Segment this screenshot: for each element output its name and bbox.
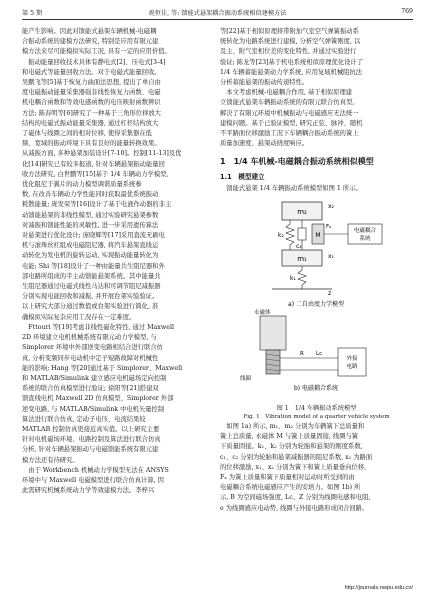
text-line: 能产生影响。因此对馈能式悬架车辆机械-电磁耦 [22, 28, 157, 35]
suspension-spring [286, 220, 294, 250]
text-line: c₁、c₂ 分别为轮胎和悬架减振器的阻尼系数, x₂ 为路面 [220, 453, 373, 461]
text-line: 电磁耦合系统电磁感应产生的安培力。如图 1b) 所 [220, 484, 361, 492]
label-x1: x₁ [328, 253, 334, 261]
label-em-system: 电磁耦合 [353, 228, 377, 235]
text-line: 合振动系统的建模方法研究, 特别是应用有限元建 [22, 38, 159, 46]
text-line: 馈直线电机 Maxwell 2D 仿真模型、Simplorer 外部 [22, 395, 174, 403]
text-line: 算法进行联合仿真, 定动子电压、电流结果较 [22, 415, 146, 423]
text-line: 的位移激励, x₁、x₂ 分别为簧下和簧上质量垂向位移, [220, 463, 367, 471]
text-line: 耗散能量; 庞发荣等[16]设计了基于电液作动器的非主 [22, 201, 172, 209]
tire-spring [298, 266, 306, 289]
text-line: Fₐ 为簧上质量和簧下质量相对运动时所受到的由 [220, 474, 355, 482]
label-R: R [300, 351, 304, 358]
text-line: 真, 分析变频同步电动机中定子短路故障对机械性 [22, 354, 159, 362]
section-title: 1 1/4 车机械-电磁耦合振动系统相似模型 [220, 157, 374, 167]
text-line: 了磁体与线圈之间的相对位移, 使得采集器在低 [22, 130, 152, 138]
text-line: 分析蓄能悬架的振动传递特性。 [220, 79, 309, 87]
text-line: 1/4 车辆蓄能悬架动力学系统, 应用复域机械阻抗法 [220, 68, 363, 76]
running-title: 祝恒佳, 等: 馈能式悬架耦合振动系统相似建模方法 [148, 10, 287, 17]
text-line: 能的影响; Hang 等[20]通过基于 Simplorer、Maxwell [22, 364, 183, 372]
caption-a: a) 二自由度力学模型 [288, 301, 344, 309]
text-line: 以上研究大部分通过数值或台架实验进行简化, 准 [22, 303, 159, 311]
text-line: 度电磁振动能量采集器强非线性恢复力函数、电磁 [22, 89, 161, 97]
text-line: 吴鹏飞等[5]基于恢复力曲面法思想, 提出了单自由 [22, 79, 161, 87]
text-line: 从减振方面, 多种悬架加装设计[7-10]。控制[11-13]及优 [22, 150, 182, 158]
caption-b: b) 电磁耦合系统 [293, 385, 339, 393]
text-line: 动转化为发电机的旋转运动, 实现振动能量转化为 [22, 252, 159, 260]
text-line: 解决了有限元环境中机械振动与电磁感应无法统一 [220, 109, 359, 117]
label-coil: 线圈 [240, 376, 252, 383]
text-line: e 为线圈感应电动势, 线圈与外接电路形成闭合回路。 [220, 504, 369, 512]
text-line: 动馈能悬架的非线性模型, 通过实验研究悬架参数 [22, 211, 159, 219]
label-m2: m₂ [297, 208, 307, 217]
running-header [22, 8, 413, 19]
suspension-damper [298, 228, 306, 240]
text-line: 机与滚珠丝杠组成电磁阻尼器, 将汽车悬架直线运 [22, 242, 159, 250]
text-line: 及主、附气室相位差的变化特性, 并通过实验进行 [220, 48, 357, 56]
text-line: 化[14]研究已有较多报道, 针对车辆悬架振动能量回 [22, 160, 165, 168]
text-line: 模方法来尽可能模拟实际工况, 具有一定的应用价值。 [22, 48, 171, 56]
text-line: 统转化为电路系统进行建模, 分析空气弹簧刚度, 以 [220, 38, 361, 46]
right-column-text-top [220, 27, 413, 149]
label-magnet: 永磁体 [254, 310, 271, 317]
text-line: 方法; 陈春明等[6]研究了一种基于三角形位移放大 [22, 109, 161, 117]
label-M: M [315, 232, 321, 240]
text-line: 分析, 针对车辆悬架振动与电磁馈能系统有限元建 [22, 446, 159, 454]
text-line: 如图 1a) 所示, m₁、m₂ 分别为车辆簧下总质量和 [220, 423, 365, 431]
text-line: 质量加速度、悬架动挠度响应。 [220, 140, 309, 148]
text-line: 模方法还有待研究。 [22, 456, 79, 464]
figure-1-diagram [220, 194, 413, 404]
text-line: 2D 环境建立电机机械系统有限元动力学模型, 与 [22, 334, 157, 342]
text-line: 立馈能式悬架车辆振动系统的有限元联合仿真型, [220, 99, 355, 107]
text-line: 和电磁式等能量回收方法。对于电磁式能量回收, [22, 68, 157, 76]
text-line: 逆变电路, 与 MATLAB/Simulink 中电机矢量控制 [22, 405, 165, 413]
text-line: 示, B 为空间磁场强度, Lc、Z 分别为线圈电感和电阻, [220, 494, 371, 502]
text-line: 此需研究机械系统动力学等效建模方法。李梓兴 [22, 487, 155, 495]
text-line: 不平路面位移激励工况下车辆耦合振动系统的簧上 [220, 130, 359, 138]
label-em-system2: 系统 [359, 236, 371, 243]
text-line: 本文考虑机械-电磁耦合作用, 基于相似原理建 [220, 89, 353, 97]
text-line: MATLAB 控制仿真更接近真实值。以上研究主要 [22, 425, 160, 433]
figure-1 [220, 194, 413, 404]
text-line: 数, 在改善车辆动力学性能同时获取最优系统振动 [22, 191, 159, 199]
text-line: 频、宽域的振动环境下具有良好的能量转换效果。 [22, 140, 161, 148]
text-line: 建模问题。基于已验证模型, 研究正弦、脉冲、随机 [220, 119, 363, 127]
right-column-text-bottom [220, 422, 413, 514]
right-column [220, 27, 413, 514]
text-line: 分别实现电能回收和减振, 并开展台架实验验证。 [22, 293, 159, 301]
text-line: 系统的联合仿真模型进行验证; 徐阳等[21]搭建双 [22, 385, 159, 393]
subsection-title: 1.1 模型建立 [220, 172, 265, 181]
figure-caption-zh: 图 1 1/4 车辆振动系统模型 [276, 405, 357, 413]
text-line: Fttouri 等[19]考虑非线性磁化特性, 通过 Maxwell [22, 323, 174, 331]
text-line: 结构的电磁式振动能量采集器, 通过杠杆结构放大 [22, 119, 159, 127]
figure-caption-en: Fig. 1 Vibration model of a quarter vehicle system [243, 414, 390, 421]
text-line: 验证; 陈龙等[23]基于机电系统相似原理优化设计了 [220, 58, 363, 66]
external-circuit-box [338, 348, 366, 376]
text-line: 振动能量回收技术具体有静电式[2]、压电式[3-4] [22, 58, 166, 66]
text-line: 生阻尼器通过电磁式线性马达和可调节阻尼减振器 [22, 283, 161, 291]
label-z: z [328, 290, 332, 298]
left-column-text [22, 27, 212, 496]
text-line: 部电路所组成的半主动馈能悬架系统。其中能量共 [22, 272, 161, 280]
label-Lc: Lc [316, 351, 323, 358]
issue-number: 第 5 期 [22, 10, 43, 17]
text-line: 下质量固接。k₁、k₂ 分别为轮胎和悬架的刚度系数, [220, 443, 363, 451]
text-line: 对悬架进行优化设计; 庞晓辉等[17]采用直流无刷电 [22, 232, 165, 240]
coil [266, 350, 280, 374]
text-line: 环境中与 Maxwell 电磁模型进行联合仿真计算, 因 [22, 476, 164, 484]
text-line: 对减振和馈能性能的灵敏性, 进一步采用遗传算法 [22, 221, 159, 229]
text-line: 机电耦合函数和等效电感函数的电压映射函数辨识 [22, 99, 161, 107]
text-line: 电能; Shi 等[18]设计了一种由能量共生阻尼器和外 [22, 262, 165, 270]
text-line: 针对电机磁场环境、电路控制及算法进行联合仿真 [22, 436, 161, 444]
label-x2: x₂ [328, 203, 334, 211]
footer-url: http://journals.nwpu.edu.cn/ [344, 585, 413, 591]
text-line: 确模拟实际复杂应用工况存在一定难度。 [22, 313, 136, 321]
text-line: 优化阻尼于翼片的动力模型调谐质量系统参 [22, 181, 142, 189]
label-m1: m₁ [297, 255, 307, 264]
text-line: Simplorer 环境中外部逆变电路相结合进行联合仿 [22, 344, 163, 352]
left-column [22, 27, 212, 496]
label-Fa: Fₐ [326, 224, 332, 231]
label-ext2: 电路 [346, 364, 358, 371]
text-line: 和 MATLAB/Simulink 建立感应电机磁场定向控制 [22, 374, 167, 382]
header-rule [22, 19, 413, 20]
text-line: 由于 Workbench 机械动力学模型无法在 ANSYS [22, 466, 169, 474]
text-line: 等[22]基于相似原理将带附加气室空气弹簧振动系 [220, 28, 359, 35]
text-line: 收方法研究, 白世鹏等[15]基于 1/4 车辆动力学模型, [22, 170, 169, 178]
text-line: 簧上总质量, 永磁体 M 与簧上质量固接, 线圈与簧 [220, 433, 359, 441]
figure-intro-line: 馈能式悬架 1/4 车辆振动系统模型如图 1 所示。 [220, 184, 362, 192]
label-k2: k₂ [278, 232, 284, 240]
label-ext1: 外接 [346, 356, 358, 363]
page-number: 769 [401, 8, 413, 15]
label-k1: k₁ [290, 275, 296, 283]
label-c2: c₂ [296, 243, 302, 251]
permanent-magnet [260, 316, 286, 350]
